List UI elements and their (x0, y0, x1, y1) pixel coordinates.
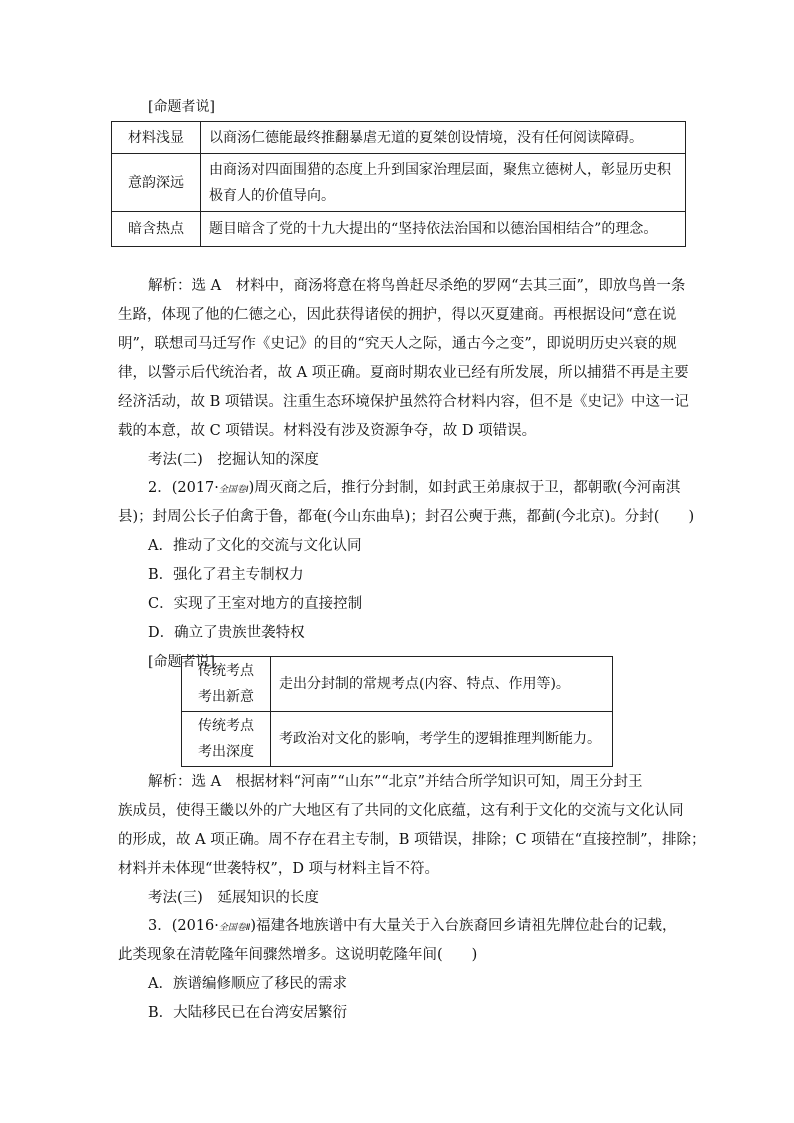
head-line: 考出深度 (198, 744, 254, 760)
section-heading: 考法(二) 挖掘认知的深度 (148, 452, 319, 468)
question-text: )周灭商之后，推行分封制，如封武王弟康叔于卫，都朝歌(今河南淇 (248, 480, 681, 496)
analysis-line: 族成员，使得王畿以外的广大地区有了共同的文化底蕴，这有利于文化的交流与文化认同 (118, 803, 684, 819)
option-a: A．推动了文化的交流与文化认同 (148, 538, 362, 554)
head-line: 传统考点 (198, 718, 254, 734)
question-3-line-1 (148, 916, 677, 938)
question-text: )福建各地族谱中有大量关于入台族裔回乡请祖先牌位赴台的记载， (250, 918, 677, 934)
analysis-line: 解析：选 A 根据材料“河南”“山东”“北京”并结合所学知识可知，周王分封王 (148, 774, 643, 790)
option-b: B．强化了君主专制权力 (148, 567, 304, 583)
table-head: 暗含热点 (112, 212, 201, 247)
analysis-line: 律，以警示后代统治者，故 A 项正确。夏商时期农业已经有所发展，所以捕猎不再是主要 (118, 365, 689, 381)
question-2-line-1 (148, 478, 680, 500)
table-cell: 走出分封制的常规考点(内容、特点、作用等)。 (271, 657, 613, 712)
table-head (182, 657, 271, 712)
question-author-label: [命题者说] (148, 654, 215, 670)
option-a: A．族谱编修顺应了移民的需求 (148, 976, 347, 992)
question-3-line-2: 此类现象在清乾隆年间骤然增多。这说明乾隆年间( ) (118, 947, 478, 963)
analysis-line: 经济活动，故 B 项错误。注重生态环境保护虽然符合材料内容，但不是《史记》中这一记 (118, 394, 689, 410)
head-line: 考出新意 (198, 689, 254, 705)
question-author-label: [命题者说] (148, 99, 215, 115)
head-line: 传统考点 (198, 663, 254, 679)
question-source: 全国卷Ⅰ (218, 485, 249, 495)
analysis-line: 材料并未体现“世袭特权”，D 项与材料主旨不符。 (118, 861, 440, 877)
table-cell: 题目暗含了党的十九大提出的“坚持依法治国和以德治国相结合”的理念。 (201, 212, 686, 247)
table-cell: 以商汤仁德能最终推翻暴虐无道的夏桀创设情境，没有任何阅读障碍。 (201, 122, 686, 154)
question-number: 2．(2017· (148, 480, 219, 496)
analysis-line: 的形成，故 A 项正确。周不存在君主专制，B 项错误，排除；C 项错在“直接控制”，排除； (118, 832, 706, 848)
analysis-line: 载的本意，故 C 项错误。材料没有涉及资源争夺，故 D 项错误。 (118, 423, 537, 439)
section-heading: 考法(三) 延展知识的长度 (148, 890, 319, 906)
commentary-table-2 (181, 656, 613, 767)
commentary-table-1 (111, 121, 686, 247)
analysis-line: 生路，体现了他的仁德之心，因此获得诸侯的拥护，得以灭夏建商。再根据设问“意在说 (118, 307, 677, 323)
question-number: 3．(2016· (148, 918, 219, 934)
option-d: D．确立了贵族世袭特权 (148, 625, 305, 641)
table-cell: 考政治对文化的影响，考学生的逻辑推理判断能力。 (271, 712, 613, 767)
table-head: 材料浅显 (112, 122, 201, 154)
cell-line: 极育人的价值导向。 (209, 187, 335, 204)
analysis-line: 明”，联想司马迁写作《史记》的目的“究天人之际，通古今之变”，即说明历史兴衰的规 (118, 336, 677, 352)
option-b: B．大陆移民已在台湾安居繁衍 (148, 1005, 348, 1021)
question-source: 全国卷Ⅱ (218, 923, 251, 933)
option-c: C．实现了王室对地方的直接控制 (148, 596, 363, 612)
table-cell (201, 154, 686, 212)
question-2-line-2: 县)；封周公长子伯禽于鲁，都奄(今山东曲阜)；封召公奭于燕，都蓟(今北京)。分封( ) (118, 509, 695, 525)
cell-line: 由商汤对四面围猎的态度上升到国家治理层面，聚焦立德树人，彰显历史积 (209, 161, 671, 178)
table-head: 意韵深远 (112, 154, 201, 212)
analysis-line: 解析：选 A 材料中，商汤将意在将鸟兽赶尽杀绝的罗网“去其三面”，即放鸟兽一条 (148, 278, 686, 294)
table-head (182, 712, 271, 767)
